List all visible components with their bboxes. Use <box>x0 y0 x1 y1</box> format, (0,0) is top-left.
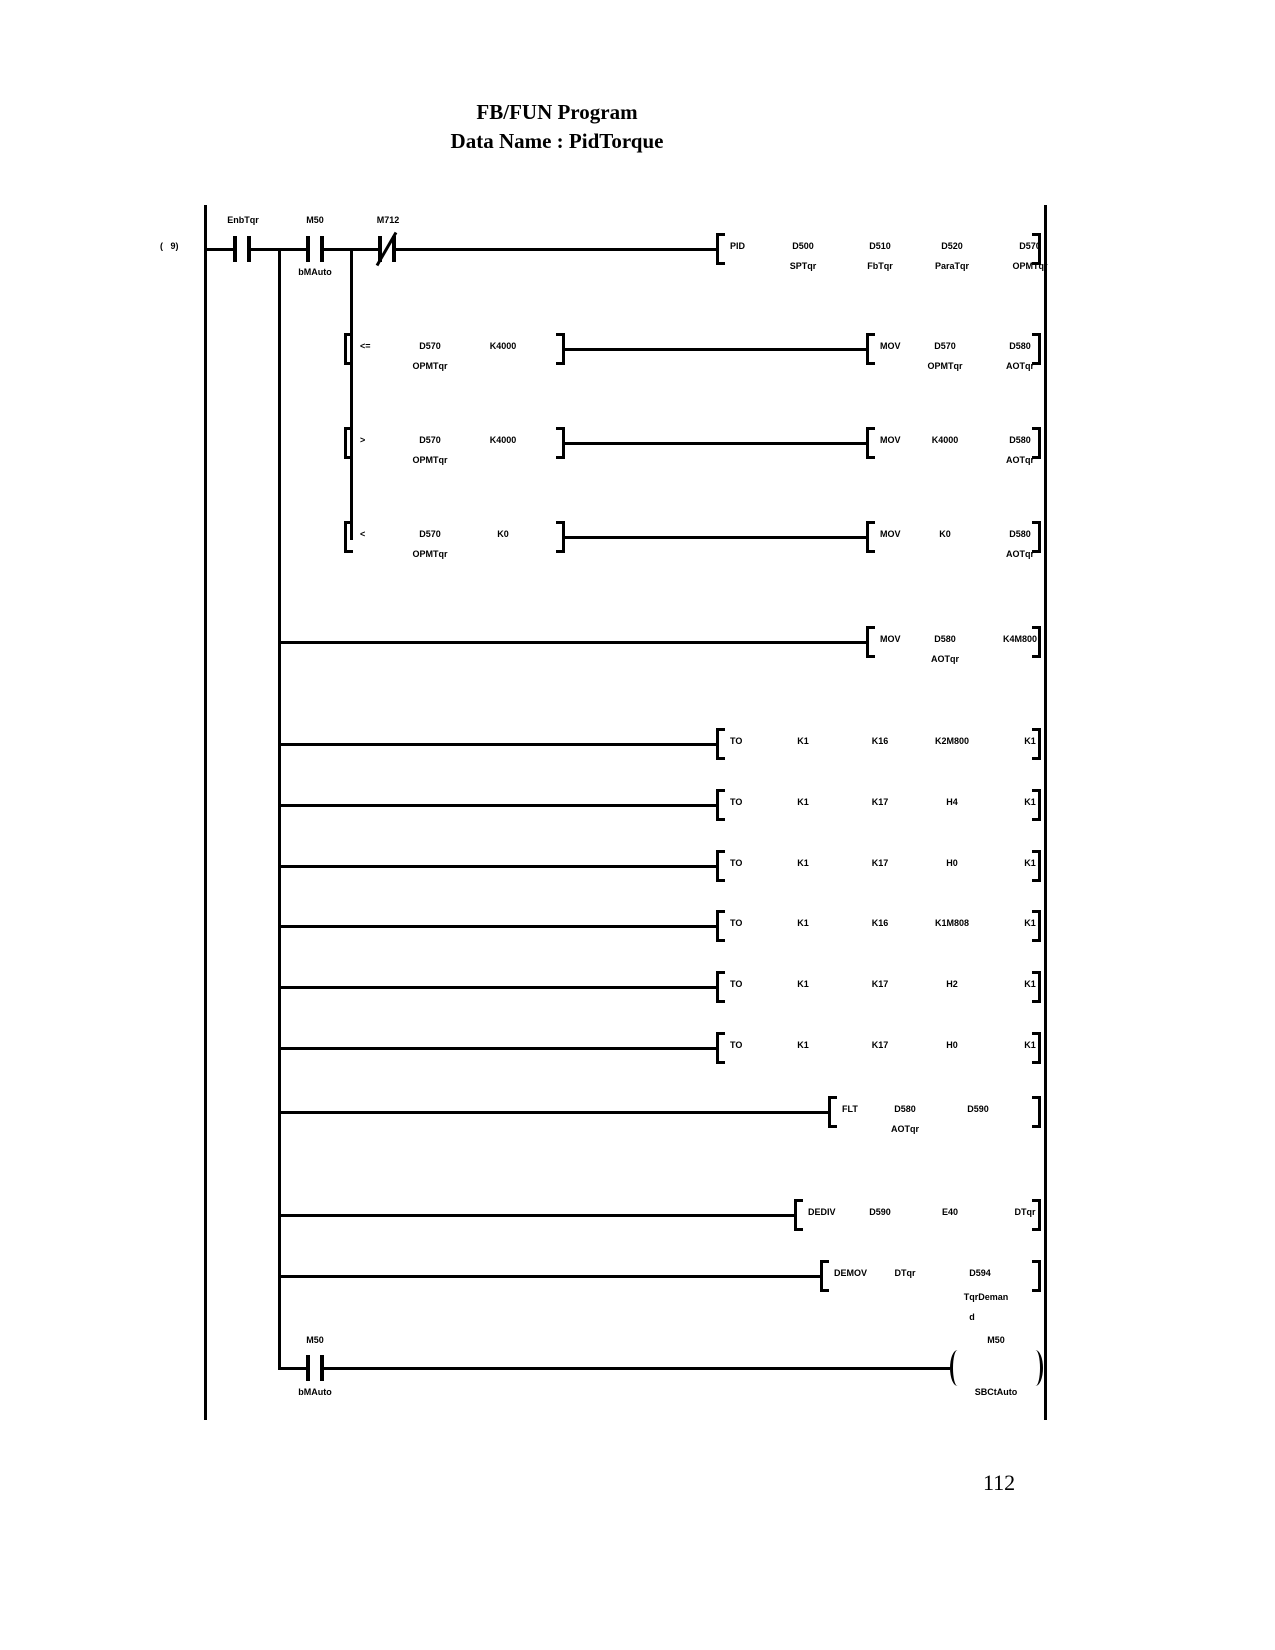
rung-line <box>565 442 866 445</box>
to-operand: K1 <box>797 797 809 807</box>
close-bracket <box>1032 521 1041 553</box>
close-bracket <box>1032 427 1041 459</box>
close-bracket <box>1032 971 1041 1003</box>
rung-line <box>281 804 716 807</box>
contact-sublabel-bmauto: bMAuto <box>298 267 332 277</box>
open-bracket <box>820 1260 829 1292</box>
contact-label-m50: M50 <box>306 1335 324 1345</box>
rung-line <box>565 536 866 539</box>
mov-operand: D580 <box>1009 341 1031 351</box>
open-bracket <box>344 333 353 365</box>
close-bracket <box>556 427 565 459</box>
to-instruction: TO <box>730 797 743 807</box>
compare-operand-label: OPMTqr <box>412 455 448 465</box>
to-operand: K1 <box>797 736 809 746</box>
to-operand: K1 <box>1024 918 1036 928</box>
mov-instruction: MOV <box>880 341 901 351</box>
open-bracket <box>716 789 725 821</box>
no-contact-bar <box>233 236 237 262</box>
demov-operand-label: TqrDeman <box>963 1292 1009 1302</box>
dediv-operand: DTqr <box>1014 1207 1036 1217</box>
to-operand: K1 <box>1024 797 1036 807</box>
page-title: FB/FUN Program <box>476 100 638 124</box>
mov-operand: D580 <box>934 634 956 644</box>
pid-operand: D570 <box>1019 241 1041 251</box>
close-bracket <box>1032 1260 1041 1292</box>
mov-operand-label: AOTqr <box>1006 361 1034 371</box>
contact-label-m712: M712 <box>376 215 400 225</box>
demov-operand: D594 <box>969 1268 991 1278</box>
pid-operand-label: ParaTqr <box>934 261 970 271</box>
mov-instruction: MOV <box>880 529 901 539</box>
to-operand: H2 <box>946 979 958 989</box>
open-bracket <box>716 910 725 942</box>
mov-operand-label: AOTqr <box>1006 549 1034 559</box>
rung-line <box>281 1367 306 1370</box>
to-operand: K1 <box>797 979 809 989</box>
coil-sublabel: SBCtAuto <box>974 1387 1018 1397</box>
pid-operand-label: SPTqr <box>789 261 817 271</box>
compare-operand: D570 <box>419 529 441 539</box>
demov-operand-label: d <box>969 1312 975 1322</box>
rung-line <box>565 348 866 351</box>
to-operand: K17 <box>871 1040 889 1050</box>
open-bracket <box>866 333 875 365</box>
mov-operand: K4M800 <box>1002 634 1038 644</box>
mov-operand: D580 <box>1009 435 1031 445</box>
flt-operand-label: AOTqr <box>891 1124 919 1134</box>
open-bracket <box>828 1096 837 1128</box>
rung-line <box>396 248 716 251</box>
to-operand: K1 <box>797 918 809 928</box>
pid-operand: D500 <box>792 241 814 251</box>
close-bracket <box>1032 233 1041 265</box>
mov-operand-label: OPMTqr <box>927 361 963 371</box>
close-bracket <box>1032 1199 1041 1231</box>
coil-close-paren <box>1028 1350 1043 1386</box>
compare-operand: D570 <box>419 341 441 351</box>
open-bracket <box>866 626 875 658</box>
to-operand: K1 <box>1024 1040 1036 1050</box>
compare-operand: K4000 <box>489 435 517 445</box>
rung-number: ( 9) <box>160 241 179 251</box>
open-bracket <box>794 1199 803 1231</box>
to-operand: K1 <box>1024 858 1036 868</box>
pid-operand-label: OPMTqr <box>1012 261 1048 271</box>
close-bracket <box>1032 1032 1041 1064</box>
to-operand: K16 <box>871 918 889 928</box>
to-operand: K1 <box>1024 979 1036 989</box>
no-contact-bar <box>306 1355 310 1381</box>
compare-operator: > <box>360 435 366 445</box>
mov-operand-label: AOTqr <box>931 654 959 664</box>
to-instruction: TO <box>730 979 743 989</box>
close-bracket <box>1032 728 1041 760</box>
close-bracket <box>1032 626 1041 658</box>
mov-operand-label: AOTqr <box>1006 455 1034 465</box>
pid-operand: D520 <box>941 241 963 251</box>
branch-line-main <box>278 248 281 1370</box>
compare-operand: D570 <box>419 435 441 445</box>
mov-operand: K0 <box>939 529 951 539</box>
mov-operand: D570 <box>934 341 956 351</box>
right-power-rail <box>1044 205 1047 1420</box>
to-operand: H0 <box>946 1040 958 1050</box>
branch-line-compare <box>350 248 353 540</box>
rung-line <box>324 1367 950 1370</box>
flt-operand: D590 <box>967 1104 989 1114</box>
open-bracket <box>866 427 875 459</box>
rung-line <box>207 248 233 251</box>
rung-line <box>281 925 716 928</box>
compare-operand: K4000 <box>489 341 517 351</box>
to-operand: K1M808 <box>934 918 970 928</box>
rung-line <box>281 1214 794 1217</box>
compare-operand: K0 <box>497 529 509 539</box>
mov-instruction: MOV <box>880 435 901 445</box>
open-bracket <box>344 521 353 553</box>
close-bracket <box>1032 910 1041 942</box>
compare-operator: <= <box>360 341 371 351</box>
to-operand: K17 <box>871 979 889 989</box>
coil-open-paren <box>950 1350 965 1386</box>
demov-operand: DTqr <box>894 1268 916 1278</box>
rung-line <box>281 865 716 868</box>
rung-line <box>281 1275 820 1278</box>
no-contact-bar <box>320 236 324 262</box>
open-bracket <box>344 427 353 459</box>
contact-label-enbtqr: EnbTqr <box>227 215 259 225</box>
dediv-operand: D590 <box>869 1207 891 1217</box>
dediv-operand: E40 <box>941 1207 959 1217</box>
open-bracket <box>716 850 725 882</box>
to-operand: K17 <box>871 797 889 807</box>
left-power-rail <box>204 205 207 1420</box>
pid-instruction: PID <box>730 241 746 251</box>
open-bracket <box>866 521 875 553</box>
flt-instruction: FLT <box>842 1104 858 1114</box>
open-bracket <box>716 971 725 1003</box>
open-bracket <box>716 1032 725 1064</box>
compare-operand-label: OPMTqr <box>412 361 448 371</box>
close-bracket <box>1032 1096 1041 1128</box>
open-bracket <box>716 233 725 265</box>
to-operand: H4 <box>946 797 958 807</box>
close-bracket <box>1032 850 1041 882</box>
open-bracket <box>716 728 725 760</box>
no-contact-bar <box>320 1355 324 1381</box>
rung-line <box>281 1111 828 1114</box>
to-instruction: TO <box>730 1040 743 1050</box>
no-contact-bar <box>247 236 251 262</box>
compare-operator: < <box>360 529 366 539</box>
to-operand: K17 <box>871 858 889 868</box>
contact-label-m50: M50 <box>306 215 324 225</box>
to-operand: K16 <box>871 736 889 746</box>
rung-line <box>281 1047 716 1050</box>
to-operand: H0 <box>946 858 958 868</box>
close-bracket <box>556 521 565 553</box>
rung-line <box>281 986 716 989</box>
close-bracket <box>1032 789 1041 821</box>
to-operand: K1 <box>1024 736 1036 746</box>
pid-operand: D510 <box>869 241 891 251</box>
rung-line <box>281 743 716 746</box>
demov-instruction: DEMOV <box>834 1268 868 1278</box>
close-bracket <box>1032 333 1041 365</box>
flt-operand: D580 <box>894 1104 916 1114</box>
to-instruction: TO <box>730 736 743 746</box>
to-instruction: TO <box>730 858 743 868</box>
to-operand: K1 <box>797 1040 809 1050</box>
coil-label: M50 <box>987 1335 1005 1345</box>
mov-operand: D580 <box>1009 529 1031 539</box>
to-operand: K1 <box>797 858 809 868</box>
no-contact-bar <box>306 236 310 262</box>
contact-sublabel-bmauto: bMAuto <box>298 1387 332 1397</box>
page-number: 112 <box>983 1470 1016 1495</box>
pid-operand-label: FbTqr <box>867 261 893 271</box>
mov-instruction: MOV <box>880 634 901 644</box>
data-name-title: Data Name : PidTorque <box>450 129 664 153</box>
rung-line <box>281 641 866 644</box>
to-operand: K2M800 <box>934 736 970 746</box>
mov-operand: K4000 <box>931 435 959 445</box>
dediv-instruction: DEDIV <box>808 1207 836 1217</box>
close-bracket <box>556 333 565 365</box>
to-instruction: TO <box>730 918 743 928</box>
compare-operand-label: OPMTqr <box>412 549 448 559</box>
